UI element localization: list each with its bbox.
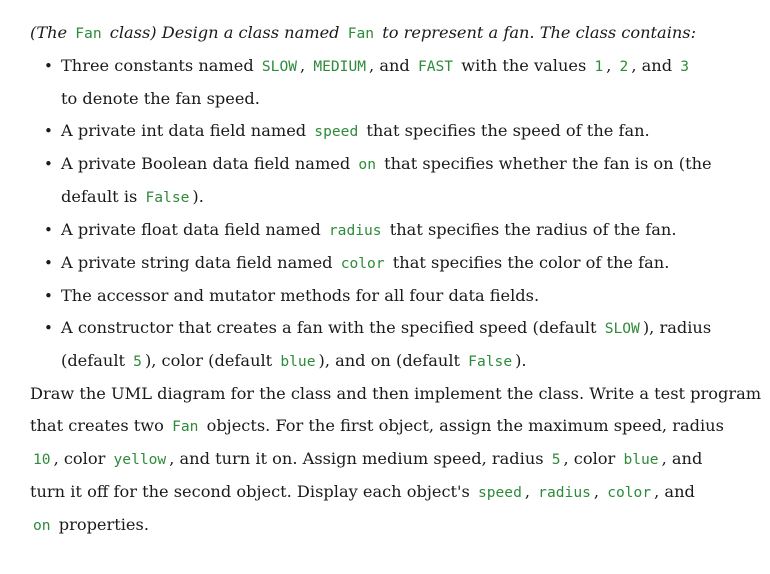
para-text: objects. For the first object, assign the maximum speed, radius: [201, 416, 724, 435]
para-text: that creates two: [30, 416, 170, 435]
intro-text: class) Design a class named: [104, 23, 345, 42]
req-text: with the values: [456, 56, 592, 75]
code-speed: speed: [314, 123, 359, 140]
code-value-5: 5: [551, 451, 561, 468]
code-false: False: [468, 353, 513, 370]
code-on: on: [358, 156, 376, 173]
paragraph-line: [30, 410, 758, 443]
req-text: (default: [61, 351, 131, 370]
requirement-constants: [30, 50, 758, 83]
req-text: that specifies the radius of the fan.: [384, 220, 677, 239]
req-text: A private Boolean data field named: [61, 154, 356, 173]
req-text: ), color (default: [144, 351, 278, 370]
requirement-constants-continued: [30, 83, 758, 115]
bullet-icon: •: [44, 254, 53, 272]
code-false: False: [145, 189, 190, 206]
requirement-constructor-continued: [30, 345, 758, 378]
paragraph-line: [30, 443, 758, 476]
code-fan: Fan: [75, 25, 102, 42]
req-text: that specifies the color of the fan.: [387, 253, 670, 272]
requirement-color-field: [30, 247, 758, 280]
para-text: , and: [654, 482, 695, 501]
code-fan: Fan: [172, 418, 199, 435]
para-text: turn it off for the second object. Display each object's: [30, 482, 475, 501]
bullet-icon: •: [44, 319, 53, 337]
code-blue: blue: [280, 353, 316, 370]
req-text: ,: [606, 56, 617, 75]
req-text: A private int data field named: [61, 121, 312, 140]
req-text: , and: [369, 56, 415, 75]
req-text: ).: [192, 187, 204, 206]
req-text: that specifies whether the fan is on (the: [378, 154, 712, 173]
bullet-icon: •: [44, 287, 53, 305]
instructions-paragraph: [30, 378, 762, 542]
exercise-intro: [30, 17, 758, 50]
paragraph-line: [30, 378, 762, 410]
intro-text: to represent a fan. The class contains:: [377, 23, 697, 42]
bullet-icon: •: [44, 221, 53, 239]
para-text: ,: [593, 482, 605, 501]
requirement-speed-field: [30, 115, 758, 148]
req-text: A private string data field named: [61, 253, 338, 272]
req-text: ,: [300, 56, 311, 75]
para-text: Draw the UML diagram for the class and then implement the class. Write a test program: [30, 384, 762, 403]
code-radius: radius: [328, 222, 382, 239]
code-value-1: 1: [594, 58, 604, 75]
req-text: default is: [61, 187, 143, 206]
req-text: ).: [515, 351, 527, 370]
req-text: The accessor and mutator methods for all four data fields.: [61, 286, 540, 305]
code-medium: MEDIUM: [313, 58, 367, 75]
code-on: on: [33, 517, 51, 534]
req-text: that specifies the speed of the fan.: [361, 121, 650, 140]
code-fan: Fan: [347, 25, 375, 42]
para-text: ,: [524, 482, 536, 501]
intro-text: (The: [30, 23, 73, 42]
code-yellow: yellow: [113, 451, 167, 468]
bullet-icon: •: [44, 57, 53, 75]
req-text: , and: [631, 56, 678, 75]
code-speed: speed: [477, 484, 522, 501]
requirement-on-field-continued: [30, 181, 758, 214]
code-blue: blue: [623, 451, 659, 468]
code-radius: radius: [538, 484, 591, 501]
requirement-constructor: [30, 312, 758, 345]
requirement-accessors: [30, 280, 758, 312]
code-slow: SLOW: [604, 320, 640, 337]
requirement-radius-field: [30, 214, 758, 247]
para-text: , and: [661, 449, 703, 468]
para-text: , color: [53, 449, 111, 468]
para-text: properties.: [53, 515, 149, 534]
code-color: color: [607, 484, 652, 501]
bullet-icon: •: [44, 122, 53, 140]
para-text: , and turn it on. Assign medium speed, radius: [169, 449, 549, 468]
code-value-10: 10: [33, 451, 51, 468]
code-slow: SLOW: [261, 58, 298, 75]
req-text: Three constants named: [61, 56, 259, 75]
requirement-on-field: [30, 148, 758, 181]
req-text: ), radius: [642, 318, 712, 337]
para-text: , color: [563, 449, 621, 468]
bullet-icon: •: [44, 155, 53, 173]
req-text: to denote the fan speed.: [61, 89, 260, 108]
code-color: color: [340, 255, 385, 272]
req-text: A private float data field named: [61, 220, 326, 239]
code-value-2: 2: [619, 58, 629, 75]
code-value-5: 5: [133, 353, 142, 370]
requirements-list: [30, 50, 758, 378]
req-text: ), and on (default: [318, 351, 466, 370]
code-value-3: 3: [680, 58, 690, 75]
paragraph-line: [30, 476, 758, 509]
req-text: A constructor that creates a fan with the specified speed (default: [61, 318, 602, 337]
code-fast: FAST: [417, 58, 454, 75]
paragraph-line: [30, 509, 758, 542]
